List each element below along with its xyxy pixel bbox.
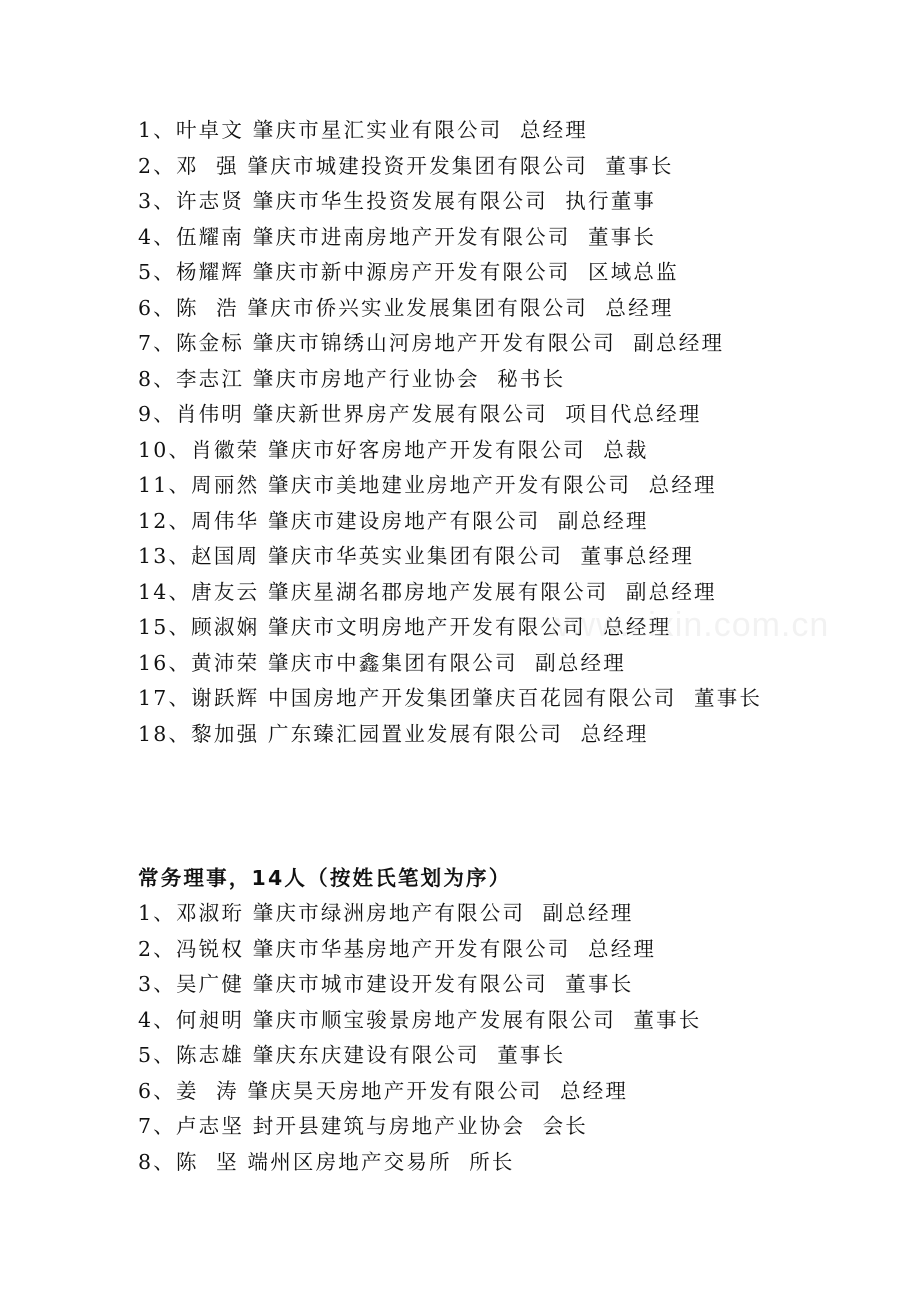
list-item: 3、许志贤 肇庆市华生投资发展有限公司 执行董事 [138,189,657,213]
list-item: 5、杨耀辉 肇庆市新中源房产开发有限公司 区域总监 [138,260,679,284]
list-item: 5、陈志雄 肇庆东庆建设有限公司 董事长 [138,1043,566,1067]
list-item: 12、周伟华 肇庆市建设房地产有限公司 副总经理 [138,508,649,533]
standing-council-list [138,896,702,1180]
section-heading: 常务理事，14人（按姓氏笔划为序） [138,866,512,890]
list-item: 2、邓 强 肇庆市城建投资开发集团有限公司 董事长 [138,153,674,178]
council-member-list [138,113,762,752]
list-item: 8、李志江 肇庆市房地产行业协会 秘书长 [138,366,566,391]
list-item: 7、陈金标 肇庆市锦绣山河房地产开发有限公司 副总经理 [138,331,725,355]
list-item: 14、唐友云 肇庆星湖名郡房地产发展有限公司 副总经理 [138,579,717,604]
list-item: 7、卢志坚 封开县建筑与房地产业协会 会长 [138,1114,588,1138]
list-item: 11、周丽然 肇庆市美地建业房地产开发有限公司 总经理 [138,473,717,497]
list-item: 3、吴广健 肇庆市城市建设开发有限公司 董事长 [138,972,634,996]
list-item: 1、邓淑珩 肇庆市绿洲房地产有限公司 副总经理 [138,901,634,925]
list-item: 4、何昶明 肇庆市顺宝骏景房地产发展有限公司 董事长 [138,1007,702,1032]
list-item: 18、黎加强 广东臻汇园置业发展有限公司 总经理 [138,721,649,746]
watermark: www.zixin.com.cn [545,606,830,644]
list-item: 13、赵国周 肇庆市华英实业集团有限公司 董事总经理 [138,544,695,568]
list-item: 1、叶卓文 肇庆市星汇实业有限公司 总经理 [138,118,588,142]
list-item: 17、谢跃辉 中国房地产开发集团肇庆百花园有限公司 董事长 [138,686,763,710]
list-item: 15、顾淑娴 肇庆市文明房地产开发有限公司 总经理 [138,615,672,639]
list-item: 10、肖徽荣 肇庆市好客房地产开发有限公司 总裁 [138,437,649,462]
list-item: 9、肖伟明 肇庆新世界房产发展有限公司 项目代总经理 [138,402,702,426]
list-item: 6、姜 涛 肇庆昊天房地产开发有限公司 总经理 [138,1078,629,1103]
list-item: 6、陈 浩 肇庆市侨兴实业发展集团有限公司 总经理 [138,295,674,320]
list-item: 2、冯锐权 肇庆市华基房地产开发有限公司 总经理 [138,936,657,961]
list-item: 16、黄沛荣 肇庆市中鑫集团有限公司 副总经理 [138,650,626,675]
list-item: 4、伍耀南 肇庆市进南房地产开发有限公司 董事长 [138,224,657,249]
list-item: 8、陈 坚 端州区房地产交易所 所长 [138,1149,515,1174]
